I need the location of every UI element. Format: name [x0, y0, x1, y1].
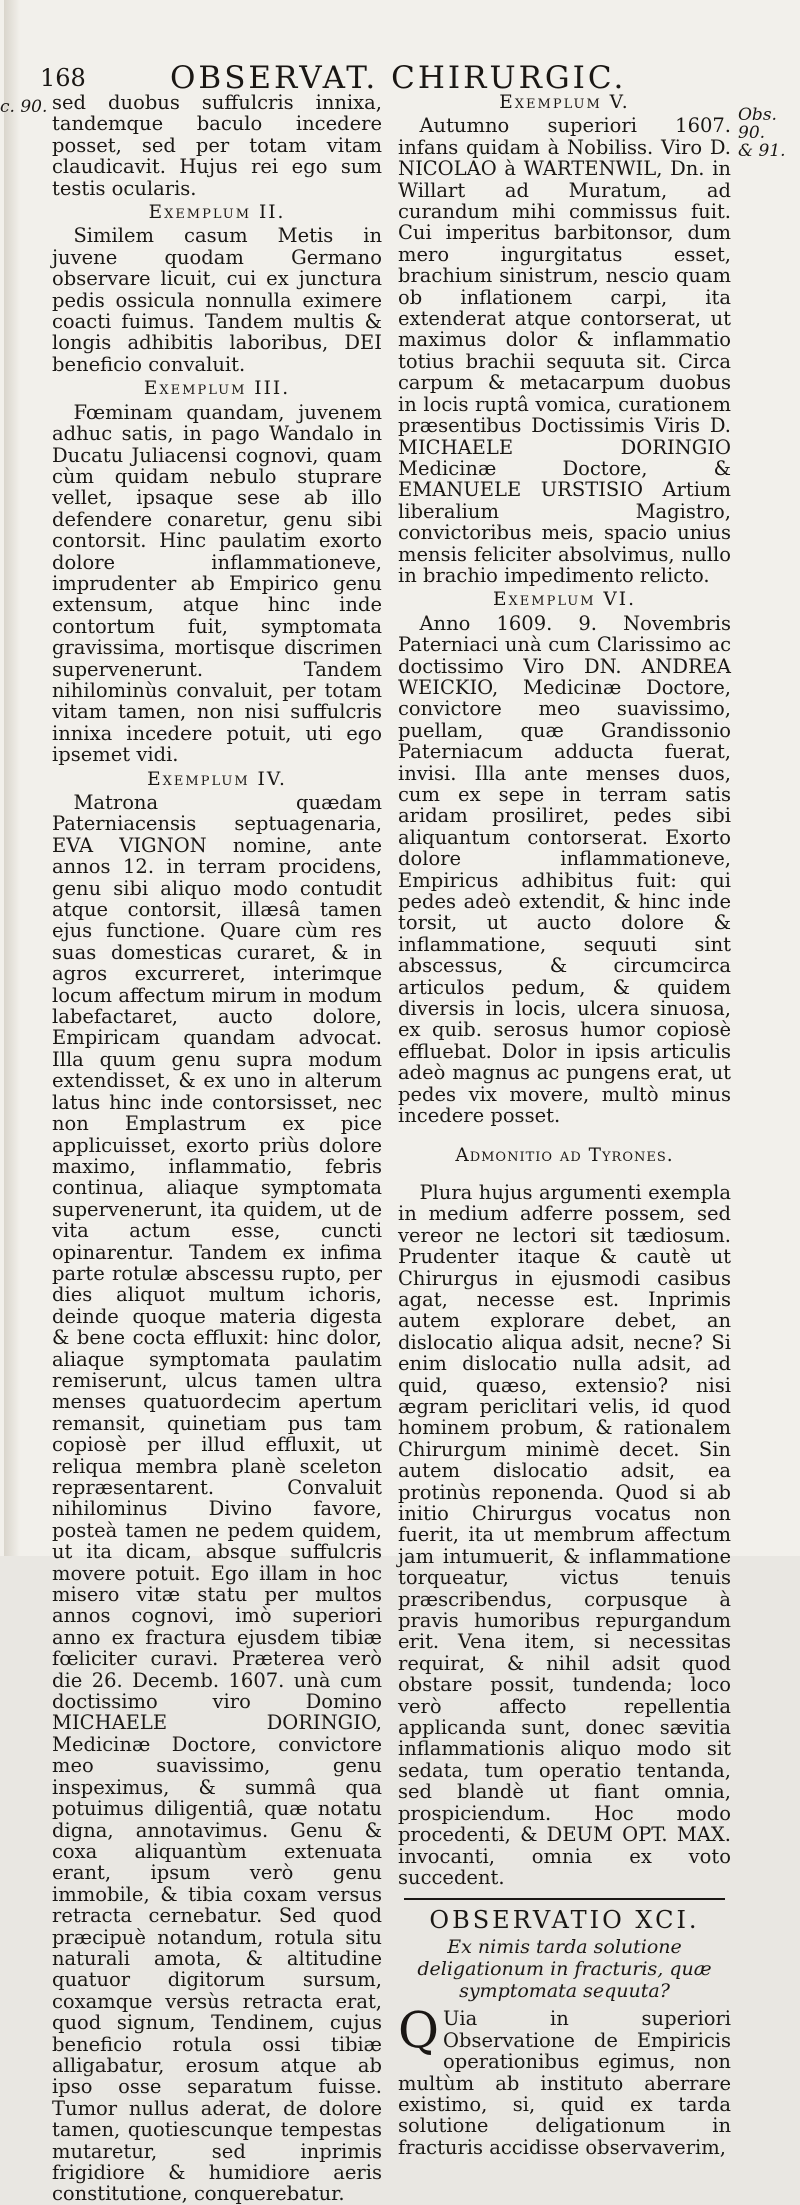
page-edge-shadow	[4, 0, 20, 1556]
heading-exemplum-4: Exemplum IV.	[147, 768, 287, 790]
drop-cap: Q	[398, 2001, 439, 2060]
margin-note-left: c. 90.	[0, 97, 48, 117]
paragraph-exemplum-2: Similem casum Metis in juvene quodam Germano observare licuit, cui ex junctura pedis ossicula nonnulla eximere coacti fuimus. Tandem multis & longis adhibitis laboribus, DEI beneficio convaluit.	[52, 224, 382, 376]
heading-exemplum-2: Exemplum II.	[148, 202, 286, 224]
paragraph-continuation: sed duobus suffulcris innixa, tandemque baculo incedere posset, sed per totam vitam claudicavit. Hujus rei ego sum testis ocularis.	[52, 91, 382, 200]
left-column	[52, 92, 382, 2205]
margin-note-91: & 91.	[738, 141, 786, 161]
heading-admonitio: Admonitio ad Tyrones.	[455, 1144, 674, 1166]
running-title: OBSERVAT. CHIRURGIC.	[170, 60, 627, 96]
paragraph-exemplum-5: Autumno superiori 1607. infans quidam à Nobiliss. Viro D. NICOLAO à WARTENWIL, Dn. in Willart ad Muratum, ad curandum mihi commissus fuit. Cui imperitus barbitonsor, dum mero ingurgitatus esset, brachium sinistrum, nescio quam ob inflationem carpi, ita extenderat atque contorserat, ut maximus dolor & inflammatio totius brachii sequuta sit. Circa carpum & metacarpum duobus in locis ruptâ vomica, curationem præsentibus Doctissimis Viris D. MICHAELE DORINGIO Medicinæ Doctore, & EMANUELE URSTISIO Artium liberalium Magistro, convictoribus meis, spacio unius mensis feliciter absolvimus, nullo in brachio impedimento relicto.	[398, 114, 731, 587]
paragraph-exemplum-3: Fœminam quandam, juvenem adhuc satis, in pago Wandalo in Ducatu Juliacensi cognovi, quam cùm quidam nebulo stuprare vellet, ipsaque sese ab illo defendere conaretur, genu sibi contorsit. Hinc paulatim exorto dolore inflammationeve, imprudenter ab Empirico genu extensum, atque hinc inde contortum fuit, symptomata gravissima, mortisque discrimen supervenerunt. Tandem nihilominùs convaluit, per totam vitam tamen, non nisi suffulcris innixa incedere potuit, uti ego ipsemet vidi.	[52, 400, 382, 767]
paragraph-exemplum-4: Matrona quædam Paterniacensis septuagenaria, EVA VIGNON nomine, ante annos 12. in terram procidens, genu sibi aliquo modo contudit atque contorsit, illæsâ tamen ejus functione. Quare cùm res suas domesticas curaret, & in agros excurreret, interimque locum affectum mirum in modum labefactaret, aucto dolore, Empiricam quandam advocat. Illa quum genu supra modum extendisset, & ex uno in alterum latus hinc inde contorsisset, nec non Emplastrum ex pice applicuisset, exorto priùs dolore maximo, inflammatio, febris continua, aliaque symptomata supervenerunt, ita quidem, ut de vita actum esse, cuncti opinarentur. Tandem ex infima parte rotulæ abscessu rupto, per dies aliquot multum ichoris, deinde quoque materia digesta & bene cocta effluxit: hinc dolor, aliaque symptomata paulatim remiserunt, ulcus tamen ultra menses quatuordecim apertum remansit, quinetiam pus tam copiosè per illud effluxit, ut reliqua membra planè sceleton repræsentarent. Convaluit nihilominus Divino favore, posteà tamen ne pedem quidem, ut ita dicam, absque suffulcris movere potuit. Ego illam in hoc misero vitæ statu per multos annos cognovi, imò superiori anno ex fractura ejusdem tibiæ fœliciter curavi. Præterea verò die 26. Decemb. 1607. unà cum doctissimo viro Domino MICHAELE DORINGIO, Medicinæ Doctore, convictore meo suavissimo, genu inspeximus, & summâ qua potuimus diligentiâ, quæ notatu digna, annotavimus. Genu & coxa aliquantùm extenuata erant, ipsum verò genu immobile, & tibia coxam versus retracta cernebatur. Sed quod præcipuè notandum, rotula situ naturali amota, & altitudine quatuor digitorum sursum, coxamque versùs retracta erat, quod signum, Tendinem, cujus beneficio rotula ossi tibiæ alligabatur, erosum atque ab ipso osse separatum fuisse. Tumor nullus aderat, de dolore tamen, quotiescunque tempestas mutaretur, sed inprimis frigidiore & humidiore aeris constitutione, conquerebatur.	[52, 791, 382, 2205]
paragraph-exemplum-6: Anno 1609. 9. Novembris Paterniaci unà cum Clarissimo ac doctissimo Viro DN. ANDREA WEICKIO, Medicinæ Doctore, convictore meo suavissimo, puellam, quæ Grandissonio Paterniacum adducta fuerat, invisi. Illa ante menses duos, cum ex sepe in terram satis aridam prosiliret, pedes sibi aliquantum contorserat. Exorto dolore inflammationeve, Empiricus adhibitus fuit: qui pedes adeò extendit, & hinc inde torsit, ut aucto dolore & inflammatione, sequuti sint abscessus, & circumcirca articulos pedum, & quidem diversis in locis, ulcera sinuosa, ex quib. serosus humor copiosè effluebat. Dolor in ipsis articulis adeò magnus ac pungens erat, ut pedes vix movere, multò minus incedere posset.	[398, 611, 731, 1128]
section-rule	[404, 1898, 725, 1900]
paragraph-observation	[398, 2001, 731, 2159]
page-number: 168	[40, 64, 86, 92]
observation-subtitle: Ex nimis tarda solutione deligationum in fracturis, quæ symptomata sequuta?	[417, 1936, 712, 2003]
heading-exemplum-6: Exemplum VI.	[493, 589, 636, 611]
margin-note-right	[738, 106, 800, 160]
margin-note-obs: Obs. 90.	[738, 105, 777, 143]
observation-text: Uia in superiori Observatione de Empiricis operationibus egimus, non multùm ab instituto aberrare existimo, si, quid ex tarda solutione deligationum in fracturis accidisse observaverim,	[398, 2007, 731, 2159]
heading-exemplum-3: Exemplum III.	[143, 378, 291, 400]
observation-title: OBSERVATIO XCI.	[429, 1906, 700, 1935]
paragraph-admonitio: Plura hujus argumenti exempla in medium adferre possem, sed vereor ne lectori sit tædiosum. Prudenter itaque & cautè ut Chirurgus in ejusmodi casibus agat, necesse est. Inprimis autem explorare debet, an dislocatio aliqua adsit, necne? Si enim dislocatio nulla adsit, ad quid, quæso, extensio? nisi ægram periclitari velis, id quod hominem probum, & rationalem Chirurgum minimè decet. Sin autem dislocatio adsit, ea protinùs reponenda. Quod si ab initio Chirurgus vocatus non fuerit, ita ut membrum affectum jam intumuerit, & inflammatione torqueatur, victus tenuis præscribendus, corpusque à pravis humoribus repurgandum erit. Vena item, si necessitas requirat, & nihil adsit quod obstare possit, tundenda; loco verò affecto repellentia applicanda sunt, donec sævitia inflammationis aliquo modo sit sedata, tum operatio tentanda, sed blandè ut fiant omnia, prospiciendum. Hoc modo procedenti, & DEUM OPT. MAX. invocanti, omnia ex voto succedent.	[398, 1180, 731, 1889]
right-column	[398, 92, 731, 2158]
heading-exemplum-5: Exemplum V.	[499, 92, 630, 113]
